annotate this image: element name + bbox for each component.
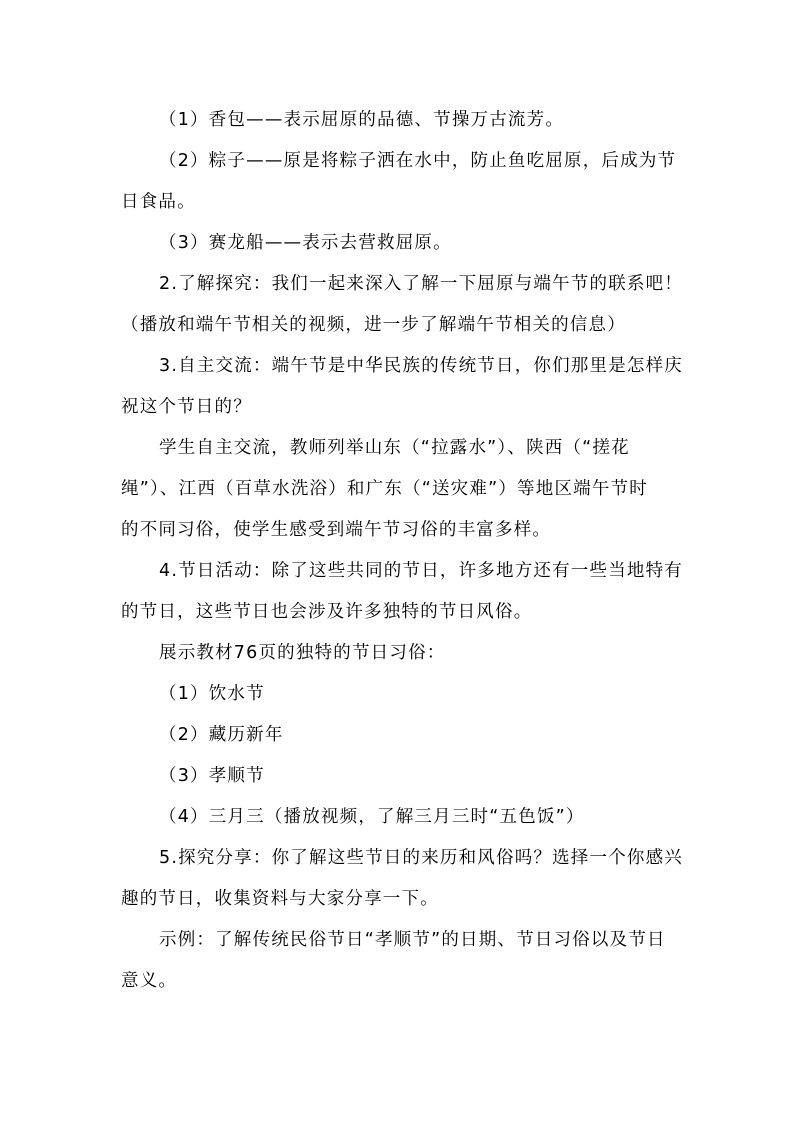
document-body (121, 100, 681, 1002)
text-line: 4.节日活动：除了这些共同的节日，许多地方还有一些当地特有 (159, 561, 683, 581)
text-line: 意义。 (121, 971, 178, 991)
text-line: （4）三月三（播放视频，了解三月三时“五色饭”） (159, 807, 585, 827)
text-line: 示例：了解传统民俗节日“孝顺节”的日期、节日习俗以及节日 (159, 930, 666, 950)
text-line: （播放和端午节相关的视频，进一步了解端午节相关的信息） (121, 315, 626, 335)
text-line: 绳”）、江西（百草水洗浴）和广东（“送灾难”）等地区端午节时 (121, 479, 648, 499)
text-line: 3.自主交流：端午节是中华民族的传统节日，你们那里是怎样庆 (159, 356, 683, 376)
text-line: 祝这个节日的？ (121, 397, 252, 417)
text-line: 的节日，这些节日也会涉及许多独特的节日风俗。 (121, 602, 533, 622)
text-line: （2）粽子——原是将粽子洒在水中，防止鱼吃屈原，后成为节 (159, 151, 677, 171)
text-line: 展示教材76页的独特的节日习俗： (159, 643, 446, 663)
text-line: 日食品。 (121, 192, 196, 212)
text-line: （1）香包——表示屈原的品德、节操万古流芳。 (159, 110, 565, 130)
text-line: 趣的节日，收集资料与大家分享一下。 (121, 889, 439, 909)
text-line: 2.了解探究：我们一起来深入了解一下屈原与端午节的联系吧！ (159, 274, 683, 294)
text-line: （3）孝顺节 (159, 766, 265, 786)
text-line: 学生自主交流，教师列举山东（“拉露水”）、陕西（“搓花 (159, 438, 630, 458)
text-line: 5.探究分享：你了解这些节日的来历和风俗吗？选择一个你感兴 (159, 848, 683, 868)
text-line: 的不同习俗，使学生感受到端午节习俗的丰富多样。 (121, 520, 552, 540)
text-line: （1）饮水节 (159, 684, 265, 704)
text-line: （2）藏历新年 (159, 725, 284, 745)
text-line: （3）赛龙船——表示去营救屈原。 (159, 233, 452, 253)
